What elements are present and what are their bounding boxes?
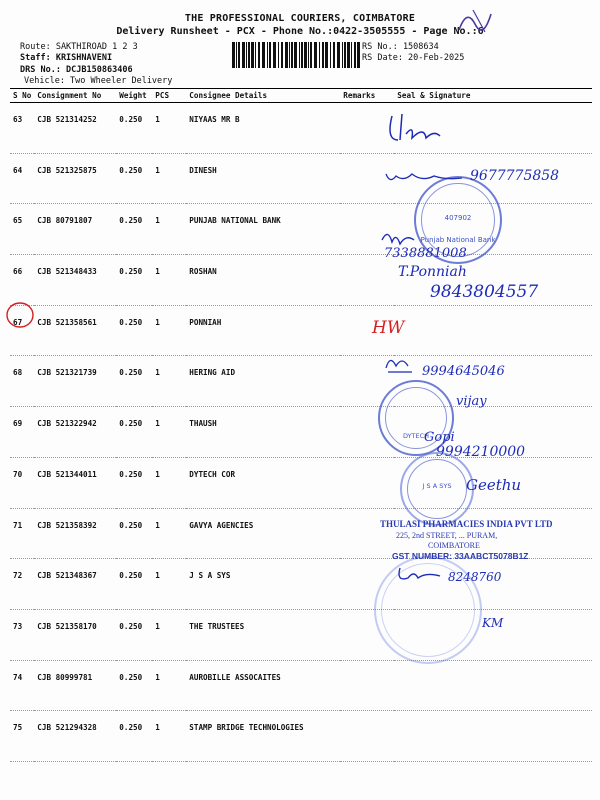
cell-weight: 0.250 [116, 711, 152, 762]
staff-label: Staff: KRISHNAVENI [20, 53, 113, 63]
cell-pcs: 1 [152, 559, 186, 610]
cell-pcs: 1 [152, 204, 186, 255]
cell-sno: 65 [10, 204, 34, 255]
table-row [10, 103, 592, 154]
cell-remarks [340, 660, 394, 711]
table-row [10, 609, 592, 660]
cell-weight: 0.250 [116, 508, 152, 559]
runsheet-table [10, 88, 592, 762]
cell-consignee: PONNIAH [186, 305, 340, 356]
document-subtitle: Delivery Runsheet - PCX - Phone No.:0422-3505555 - Page No.:6 [116, 26, 484, 37]
cell-sno: 71 [10, 508, 34, 559]
barcode [232, 42, 360, 68]
cell-sno: 75 [10, 711, 34, 762]
handwritten-mark-71: Gopi [424, 430, 455, 445]
cell-weight: 0.250 [116, 356, 152, 407]
cell-sno: 69 [10, 407, 34, 458]
cell-sno: 67 [10, 305, 34, 356]
cell-remarks [340, 457, 394, 508]
cell-sno: 73 [10, 609, 34, 660]
cell-pcs: 1 [152, 609, 186, 660]
cell-sno: 74 [10, 660, 34, 711]
cell-consignment-no: CJB 80999781 [34, 660, 116, 711]
cell-consignee: ROSHAN [186, 255, 340, 306]
cell-pcs: 1 [152, 711, 186, 762]
col-weight: Weight [116, 89, 152, 103]
cell-consignee: AUROBILLE ASSOCAITES [186, 660, 340, 711]
cell-weight: 0.250 [116, 609, 152, 660]
table-header-row [10, 89, 592, 103]
handwritten-phone-72: 9994210000 [436, 444, 526, 460]
table-row [10, 305, 592, 356]
thulasi-stamp-city: COIMBATORE [428, 541, 480, 550]
drs-label: DRS No.: DCJB150863406 [20, 65, 133, 75]
red-circle-mark [4, 300, 38, 330]
cell-pcs: 1 [152, 153, 186, 204]
col-consignee: Consignee Details [186, 89, 340, 103]
cell-weight: 0.250 [116, 204, 152, 255]
cell-pcs: 1 [152, 407, 186, 458]
handwritten-name-72: Geethu [466, 476, 522, 494]
cell-weight: 0.250 [116, 407, 152, 458]
cell-pcs: 1 [152, 255, 186, 306]
cell-consignment-no: CJB 521314252 [34, 103, 116, 154]
cell-consignment-no: CJB 521358561 [34, 305, 116, 356]
cell-consignment-no: CJB 521321739 [34, 356, 116, 407]
handwritten-initials-75: KM [482, 616, 504, 630]
cell-consignee: PUNJAB NATIONAL BANK [186, 204, 340, 255]
cell-consignee: THE TRUSTEES [186, 609, 340, 660]
cell-consignment-no: CJB 521294328 [34, 711, 116, 762]
handwritten-phone-69: 9994645046 [422, 364, 505, 379]
cell-consignment-no: CJB 521348367 [34, 559, 116, 610]
cell-weight: 0.250 [116, 660, 152, 711]
cell-sno: 66 [10, 255, 34, 306]
signature-65 [384, 168, 468, 188]
col-sno: S No [10, 89, 34, 103]
cell-consignment-no: CJB 521344011 [34, 457, 116, 508]
cell-consignee: GAVYA AGENCIES [186, 508, 340, 559]
table-row [10, 711, 592, 762]
route-label: Route: SAKTHIROAD 1 2 3 [20, 42, 138, 52]
cell-signature [394, 305, 592, 356]
cell-remarks [340, 255, 394, 306]
cell-pcs: 1 [152, 356, 186, 407]
rs-date: RS Date: 20-Feb-2025 [362, 53, 465, 63]
cell-consignee: STAMP BRIDGE TECHNOLOGIES [186, 711, 340, 762]
cell-remarks [340, 711, 394, 762]
rs-number: RS No.: 1508634 [362, 42, 439, 52]
jsa-stamp: J S A SYS [400, 452, 474, 526]
cell-weight: 0.250 [116, 255, 152, 306]
cell-pcs: 1 [152, 660, 186, 711]
cell-consignee: NIYAAS MR B [186, 103, 340, 154]
cell-sno: 70 [10, 457, 34, 508]
col-remarks: Remarks [340, 89, 394, 103]
cell-consignment-no: CJB 521322942 [34, 407, 116, 458]
table-row [10, 660, 592, 711]
cell-weight: 0.250 [116, 103, 152, 154]
signature-top [455, 6, 495, 36]
handwritten-phone-74: 8248760 [448, 570, 502, 584]
thulasi-stamp-name: THULASI PHARMACIES INDIA PVT LTD [380, 519, 553, 529]
cell-pcs: 1 [152, 103, 186, 154]
cell-weight: 0.250 [116, 457, 152, 508]
cell-signature [394, 660, 592, 711]
col-signature: Seal & Signature [394, 89, 592, 103]
cell-consignee: HERING AID [186, 356, 340, 407]
table-row [10, 204, 592, 255]
handwritten-mark-70: vijay [456, 394, 487, 409]
cell-sno: 63 [10, 103, 34, 154]
cell-pcs: 1 [152, 508, 186, 559]
signature-63 [384, 110, 444, 146]
handwritten-phone-65: 9677775858 [470, 168, 560, 184]
cell-remarks [340, 508, 394, 559]
cell-sno: 64 [10, 153, 34, 204]
cell-sno: 72 [10, 559, 34, 610]
vehicle-label: Vehicle: Two Wheeler Delivery [24, 76, 173, 86]
signature-69 [382, 352, 418, 376]
handwritten-mark-68: HW [372, 318, 405, 338]
cell-pcs: 1 [152, 305, 186, 356]
cell-pcs: 1 [152, 457, 186, 508]
cell-sno: 68 [10, 356, 34, 407]
table-row [10, 559, 592, 610]
thulasi-stamp-address: 225, 2nd STREET, ... PURAM, [396, 531, 498, 540]
handwritten-phone-67: 9843804557 [430, 282, 539, 302]
handwritten-name-67: T.Ponniah [398, 264, 467, 280]
cell-consignment-no: CJB 521358170 [34, 609, 116, 660]
cell-consignment-no: CJB 521358392 [34, 508, 116, 559]
cell-weight: 0.250 [116, 305, 152, 356]
cell-consignment-no: CJB 521348433 [34, 255, 116, 306]
dytech-stamp: DYTECH [378, 380, 454, 456]
handwritten-phone-66: 7338881008 [384, 246, 467, 261]
cell-weight: 0.250 [116, 153, 152, 204]
signature-74 [394, 562, 444, 584]
document-title: THE PROFESSIONAL COURIERS, COIMBATORE [184, 13, 416, 24]
cell-weight: 0.250 [116, 559, 152, 610]
cell-consignee: J S A SYS [186, 559, 340, 610]
cell-consignee: DYTECH COR [186, 457, 340, 508]
col-pcs: PCS [152, 89, 186, 103]
cell-consignee: DINESH [186, 153, 340, 204]
cell-consignment-no: CJB 80791807 [34, 204, 116, 255]
cell-signature [394, 711, 592, 762]
cell-consignment-no: CJB 521325875 [34, 153, 116, 204]
col-consignment: Consignment No [34, 89, 116, 103]
pnb-stamp: Punjab National Bank 407902 [414, 176, 502, 264]
cell-consignee: THAUSH [186, 407, 340, 458]
thulasi-stamp-gst: GST NUMBER: 33AABCT5078B1Z [392, 551, 529, 561]
